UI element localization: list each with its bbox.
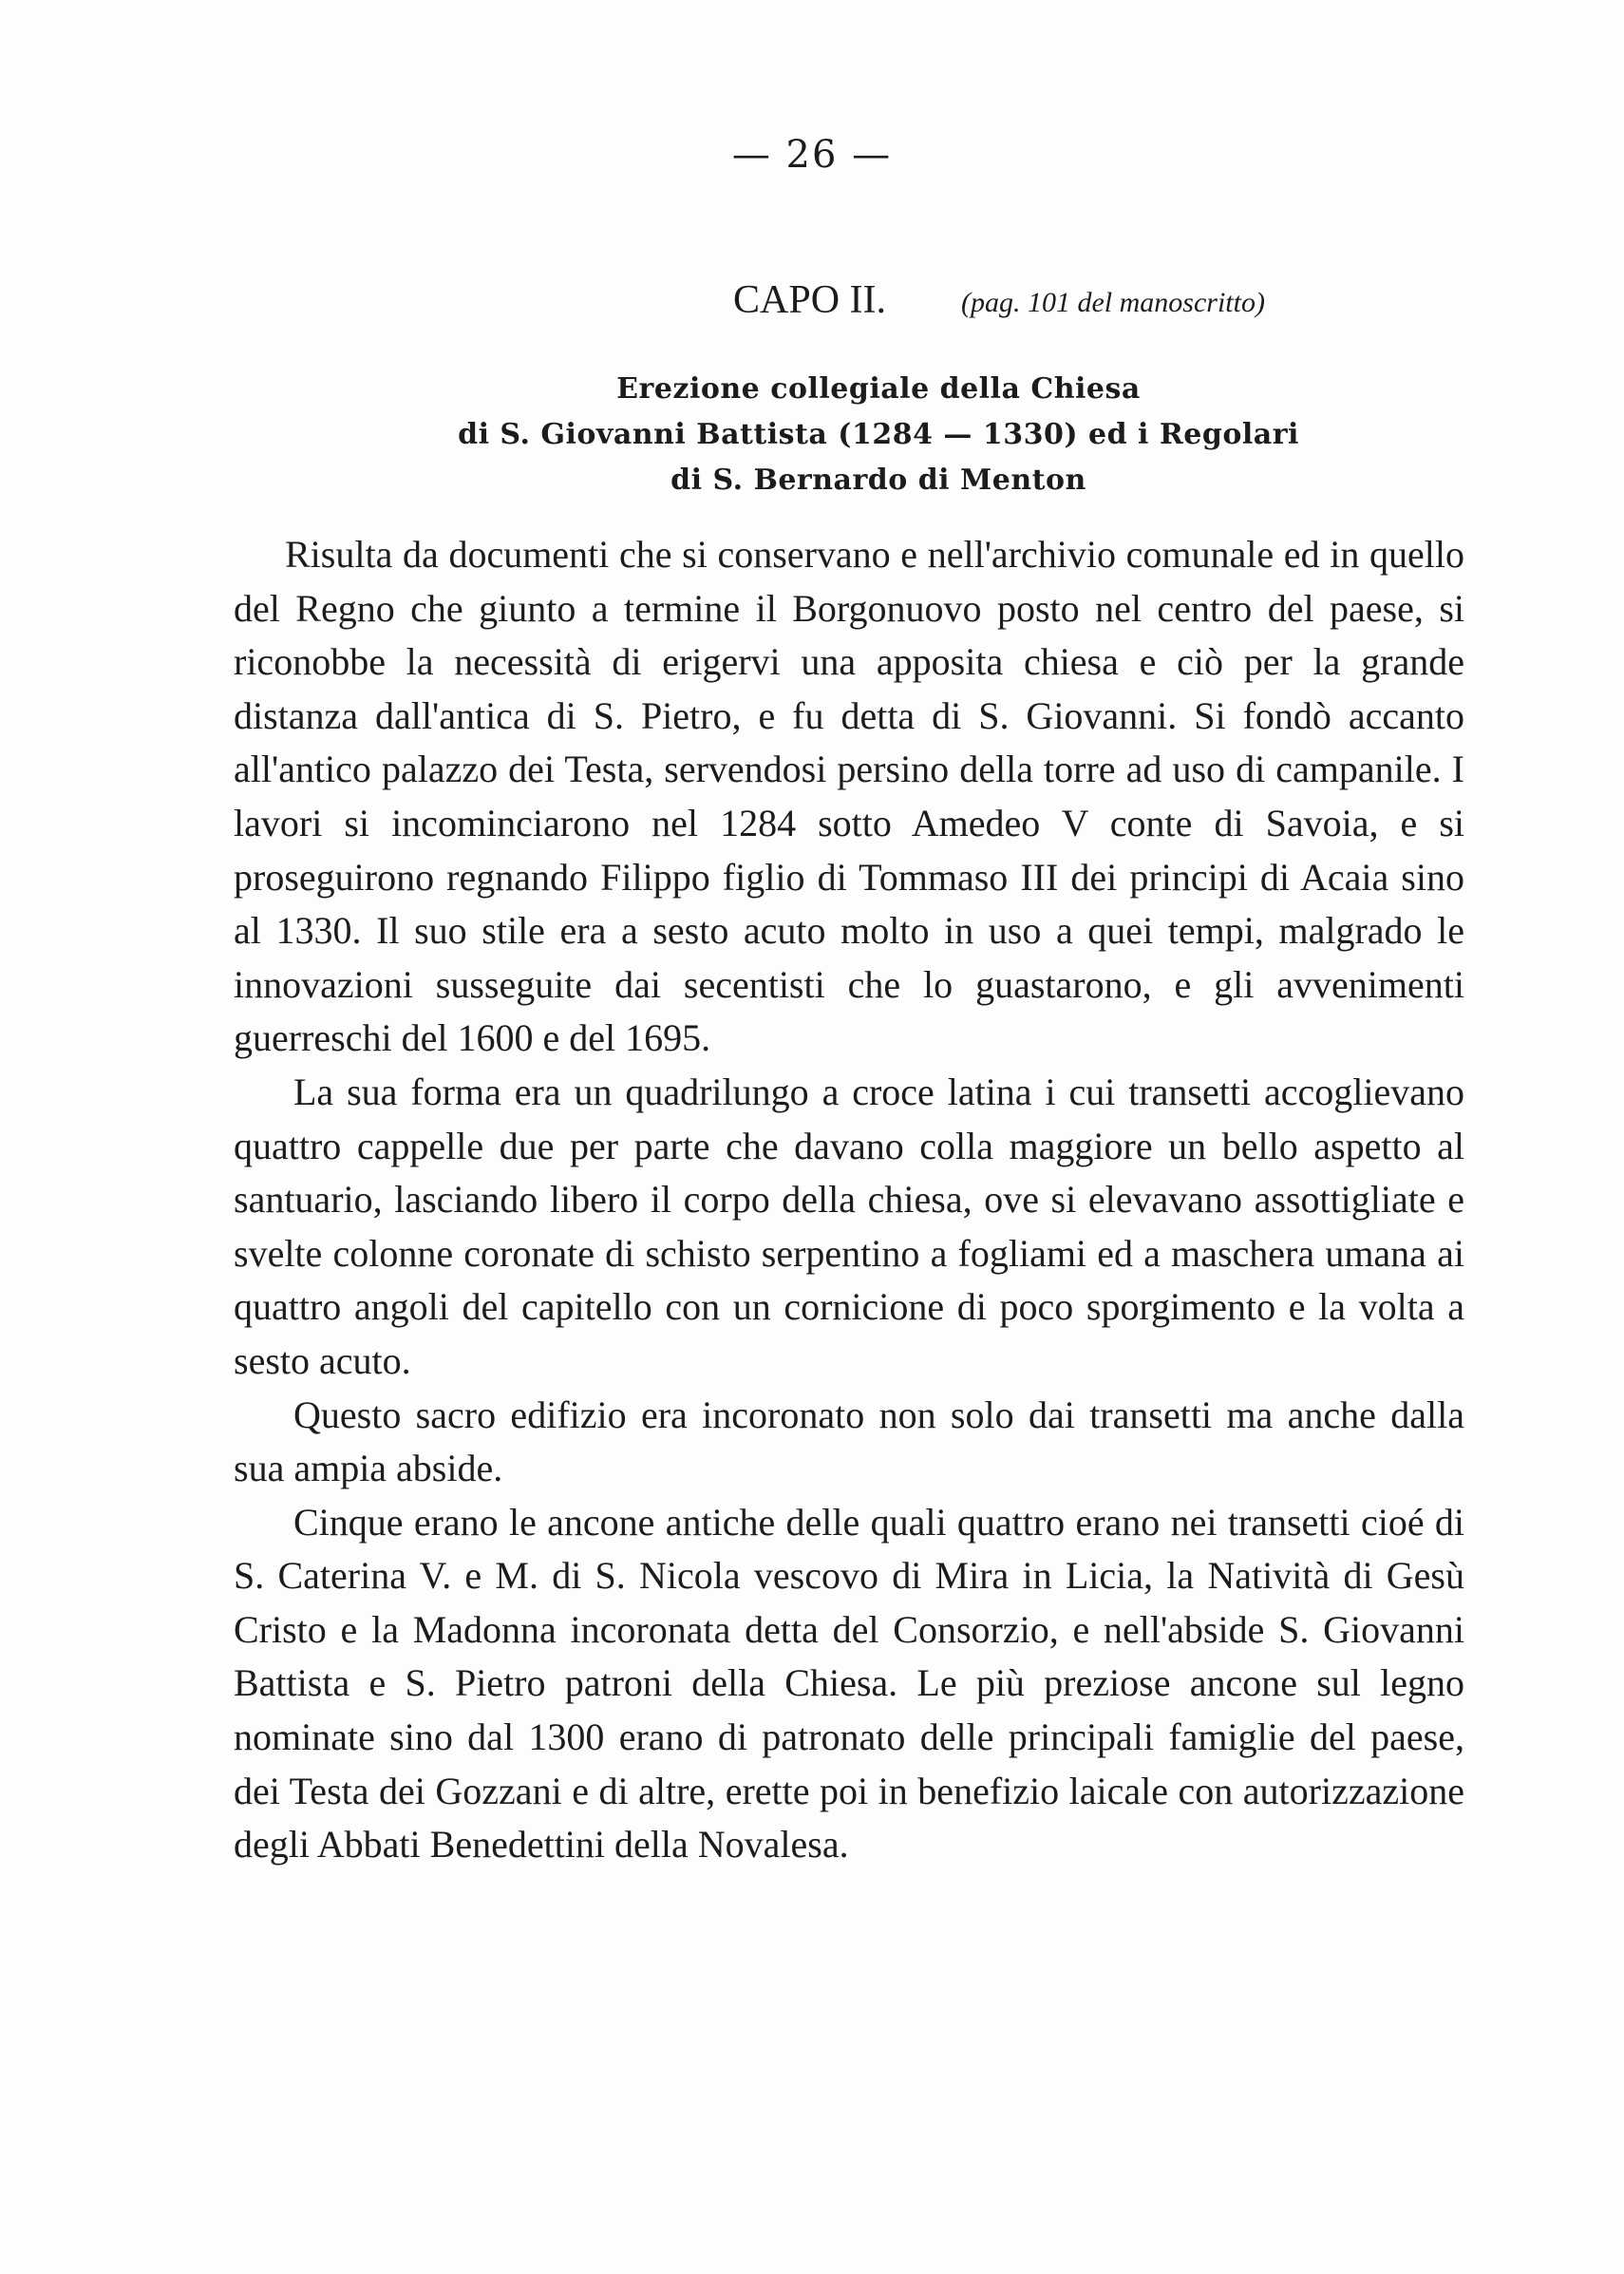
subtitle-line-2: di S. Giovanni Battista (1284 — 1330) ed i Regolari: [458, 418, 1299, 451]
subtitle-line-3: di S. Bernardo di Menton: [670, 464, 1086, 497]
paragraph-2: La sua forma era un quadrilungo a croce latina i cui transetti accoglievano quattro cappelle due per parte che davano colla maggiore un bello aspetto al santuario, lasciando libero il corpo della chiesa, ove si elevavano assottigliate e svelte colonne coronate di schisto serpentino a fogliami ed a maschera umana ai quattro angoli del capitello con un cornicione di poco sporgimento e la volta a sesto acuto.: [234, 1070, 1464, 1382]
chapter-note: (pag. 101 del manoscritto): [961, 287, 1265, 318]
body-text: [234, 528, 1464, 1872]
page-number: — 26 —: [731, 133, 893, 177]
chapter-title: CAPO II.: [733, 278, 887, 322]
paragraph-4: Cinque erano le ancone antiche delle quali quattro erano nei transetti cioé di S. Caterina V. e M. di S. Nicola vescovo di Mira in Licia, la Natività di Gesù Cristo e la Madonna incoronata detta del Consorzio, e nell'abside S. Giovanni Battista e S. Pietro patroni della Chiesa. Le più preziose ancone sul legno nominate sino dal 1300 erano di patronato delle principali famiglie del paese, dei Testa dei Gozzani e di altre, erette poi in benefizio laicale con autorizzazione degli Abbati Benedettini della Novalesa.: [234, 1500, 1464, 1867]
paragraph-1: Risulta da documenti che si conservano e nell'archivio comunale ed in quello del Regno che giunto a termine il Borgonuovo posto nel centro del paese, si riconobbe la necessità di erigervi una apposita chiesa e ciò per la grande distanza dall'antica di S. Pietro, e fu detta di S. Giovanni. Si fondò accanto all'antico palazzo dei Testa, servendosi persino della torre ad uso di campanile. I lavori si incominciarono nel 1284 sotto Amedeo V conte di Savoia, e si proseguirono regnando Filippo figlio di Tommaso III dei principi di Acaia sino al 1330. Il suo stile era a sesto acuto molto in uso a quei tempi, malgrado le innovazioni susseguite dai secentisti che lo guastarono, e gli avvenimenti guerreschi del 1600 e del 1695.: [234, 533, 1464, 1060]
paragraph-3: Questo sacro edifizio era incoronato non solo dai transetti ma anche dalla sua ampia abside.: [234, 1393, 1464, 1490]
subtitle-line-1: Erezione collegiale della Chiesa: [616, 372, 1141, 406]
